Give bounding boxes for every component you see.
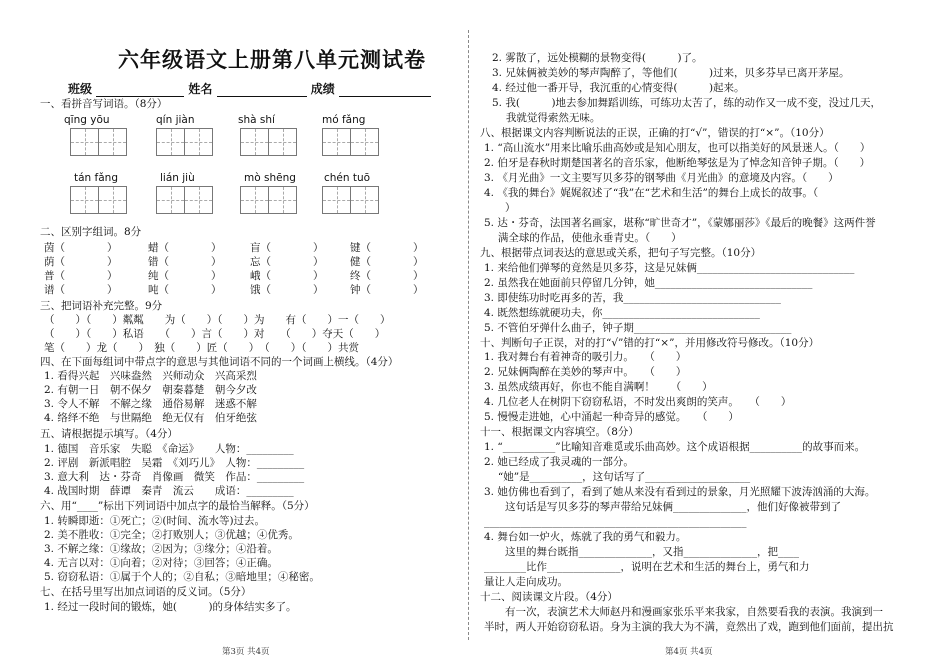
s10-item: 2. 兄妹俩陶醉在美妙的琴声中。 （ ） xyxy=(484,366,687,378)
char-group-item: 普（ ） xyxy=(44,270,118,282)
pinyin-6: lián jiù xyxy=(160,172,195,184)
section-4-heading: 四、在下面每组词中带点字的意思与其他词语不同的一个词画上横线。（4分） xyxy=(40,356,399,368)
s4-item-4: 4. 络绎不绝 与世隔绝 绝无仅有 伯牙绝弦 xyxy=(44,412,257,424)
s7-item: 3. 兄妹俩被美妙的琴声陶醉了，等他们( )过来，贝多芬早已离开茅屋。 xyxy=(492,67,850,79)
writing-grid-4[interactable] xyxy=(322,128,378,156)
idiom-row-3: 笔（ ）龙（ ） 独（ ）匠（ ） （ ）（ ）共赏 xyxy=(44,342,359,354)
section-5-heading: 五、请根据提示填写。（4分） xyxy=(40,428,178,440)
s9-item: 3. 即使练功时吃再多的苦，我______________________________ xyxy=(484,292,781,304)
s7-item: 2. 雾散了，远处模糊的景物变得( )了。 xyxy=(492,52,703,64)
section-7-heading: 七、在括号里写出加点词语的反义词。（5分） xyxy=(40,586,252,598)
writing-grid-2[interactable] xyxy=(156,128,212,156)
section-6-heading: 六、用“____”标出下列词语中加点字的最恰当解释。（5分） xyxy=(40,500,315,512)
s7-item: 5. 我( )地去参加舞蹈训练，可练功太苦了，练的动作又一成不变，没过几天， xyxy=(492,97,882,109)
section-2-heading: 二、区别字组词。8分 xyxy=(40,226,142,238)
idiom-row-1: （ ）（ ）粼粼 为（ ）（ ）为 有（ ）一（ ） xyxy=(44,314,391,326)
char-group-item: 荫（ ） xyxy=(44,256,118,268)
section-1-heading: 一、看拼音写词语。（8分） xyxy=(40,98,168,110)
s4-item-2: 2. 有朝一日 朝不保夕 朝秦暮楚 朝今夕改 xyxy=(44,384,257,396)
writing-grid-5[interactable] xyxy=(70,186,126,214)
s11-item: 3. 她仿佛也看到了，看到了她从来没有看到过的景象，月光照耀下波涛汹涌的大海。 xyxy=(484,486,876,498)
s7-item: 4. 经过他一番开导，我沉重的心情变得( )起来。 xyxy=(492,82,745,94)
student-info xyxy=(68,80,431,97)
page-footer-right: 第4页 共4页 xyxy=(665,647,713,657)
char-group-item: 健（ ） xyxy=(350,256,424,268)
section-11-heading: 十一、根据课文内容填空。（8分） xyxy=(480,426,639,438)
s11-item: 这里的舞台既指______________，又指______________，把____ xyxy=(484,546,799,558)
s11-item: “她”是__________，这句话写了____________________ xyxy=(484,471,751,483)
s11-item: 4. 舞台如一炉火，炼就了我的勇气和毅力。 xyxy=(484,531,687,543)
s11-item: 2. 她已经成了我灵魂的一部分。 xyxy=(484,456,634,468)
s7-item-1: 1. 经过一段时间的锻炼，她( )的身体结实多了。 xyxy=(44,601,297,613)
s12-paragraph-line: 半时，两人开始窃窃私语。身为主演的我大为不满，竟然出了戏，跑到他们面前，提出抗 xyxy=(484,621,894,633)
pinyin-4: mó fǎng xyxy=(322,114,366,126)
char-group-item: 峨（ ） xyxy=(250,270,324,282)
s12-paragraph-line: 有一次，表演艺术大师赵丹和漫画家张乐平来我家，自然要看我的表演。我演到一 xyxy=(484,606,883,618)
s6-item-4: 4. 无言以对：①向着；②对待；③回答；④正确。 xyxy=(44,557,278,569)
s9-item: 4. 既然想练就硬功夫，你______________________________ xyxy=(484,307,760,319)
s11-item: ________比作______________，说明在艺术和生活的舞台上，勇气和力 xyxy=(484,561,810,573)
s9-item: 1. 来给他们弹琴的竟然是贝多芬，这是兄妹俩______________________________ xyxy=(484,262,855,274)
writing-grid-6[interactable] xyxy=(156,186,212,214)
s10-item: 1. 我对舞台有着神奇的吸引力。 （ ） xyxy=(484,351,687,363)
char-group-item: 忘（ ） xyxy=(250,256,324,268)
s6-item-5: 5. 窃窃私语：①属于个人的；②自私；③暗地里；④秘密。 xyxy=(44,571,320,583)
pinyin-1: qīng yōu xyxy=(64,114,110,126)
score-field[interactable] xyxy=(339,84,431,97)
s6-item-1: 1. 转瞬即逝：①死亡；②(时间、流水等)过去。 xyxy=(44,515,266,527)
pinyin-8: chén tuō xyxy=(324,172,371,184)
s8-item: 1. “高山流水”用来比喻乐曲高妙或是知心朋友，也可以指美好的风景迷人。（ ） xyxy=(484,142,871,154)
section-9-heading: 九、根据带点词表达的意思或关系，把句子写完整。（10分） xyxy=(480,247,762,259)
char-group-item: 键（ ） xyxy=(350,242,424,254)
s8-item: 满全球的作品，使他永垂青史。（ ） xyxy=(484,232,682,244)
writing-grid-8[interactable] xyxy=(322,186,378,214)
page-divider xyxy=(468,30,470,640)
char-group-item: 终（ ） xyxy=(350,270,424,282)
char-group-item: 纯（ ） xyxy=(148,270,222,282)
s10-item: 3. 虽然成绩再好，你也不能自满啊！ （ ） xyxy=(484,381,713,393)
idiom-row-2: （ ）（ ）私语 （ ）言（ ）对 （ ）夺天（ ） xyxy=(44,328,386,340)
s6-item-3: 3. 不解之缘：①缘故；②因为；③缘分；④沿着。 xyxy=(44,543,278,555)
s9-item: 5. 不管伯牙弹什么曲子，钟子期______________________________ xyxy=(484,322,792,334)
s11-item: 量让人走向成功。 xyxy=(484,576,568,588)
writing-grid-7[interactable] xyxy=(240,186,296,214)
s8-item: 5. 达・芬奇，法国著名画家，堪称“旷世奇才”，《蒙娜丽莎》《最后的晚餐》这两件誉 xyxy=(484,217,876,229)
s11-item: 1. “__________”比喻知音难觅或乐曲高妙。这个成语根据__________的故事而来。 xyxy=(484,441,866,453)
writing-grid-1[interactable] xyxy=(70,128,126,156)
char-group-item: 错（ ） xyxy=(148,256,222,268)
pinyin-5: tán fǎng xyxy=(74,172,118,184)
section-12-heading: 十二、阅读课文片段。（4分） xyxy=(480,591,618,603)
s8-item: 3. 《月光曲》一文主要写贝多芬的钢琴曲《月光曲》的意境及内容。（ ） xyxy=(484,172,839,184)
section-3-heading: 三、把词语补充完整。9分 xyxy=(40,300,163,312)
name-field[interactable] xyxy=(217,84,307,97)
s5-item-4: 4. 战国时期 薛谭 秦青 流云 成语：_________ xyxy=(44,485,294,497)
s10-item: 4. 几位老人在树阴下窃窃私语，不时发出爽朗的笑声。 （ ） xyxy=(484,396,792,408)
s7-item: 我就觉得索然无味。 xyxy=(492,112,601,124)
s8-item: 2. 伯牙是春秋时期楚国著名的音乐家，他断绝琴弦是为了悼念知音钟子期。（ ） xyxy=(484,157,871,169)
section-10-heading: 十、判断句子正误，对的打“√”错的打“×”，并用修改符号修改。（10分） xyxy=(480,337,820,349)
name-label: 姓名 xyxy=(188,82,213,96)
s8-item: ） xyxy=(484,202,516,214)
class-label: 班级 xyxy=(68,82,93,96)
char-group-item: 饿（ ） xyxy=(250,284,324,296)
char-group-item: 谱（ ） xyxy=(44,284,118,296)
char-group-item: 钟（ ） xyxy=(350,284,424,296)
s10-item: 5. 慢慢走进她，心中涌起一种奇异的感觉。 （ ） xyxy=(484,411,739,423)
s5-item-3: 3. 意大利 达・芬奇 肖像画 微笑 作品：_________ xyxy=(44,471,305,483)
s8-item: 4. 《我的舞台》娓娓叙述了“我”在“艺术和生活”的舞台上成长的故事。（ xyxy=(484,187,819,199)
page-footer-left: 第3页 共4页 xyxy=(222,647,270,657)
s4-item-1: 1. 看得兴起 兴味盎然 兴师动众 兴高采烈 xyxy=(44,370,257,382)
char-group-item: 盲（ ） xyxy=(250,242,324,254)
page-title: 六年级语文上册第八单元测试卷 xyxy=(118,48,426,72)
s11-item: __________________________________________________ xyxy=(484,516,747,528)
score-label: 成绩 xyxy=(310,82,335,96)
class-field[interactable] xyxy=(96,84,184,97)
char-group-item: 蜡（ ） xyxy=(148,242,222,254)
s6-item-2: 2. 美不胜收：①完全；②打败别人；③优越；④优秀。 xyxy=(44,529,299,541)
pinyin-2: qín jiàn xyxy=(156,114,195,126)
s4-item-3: 3. 令人不解 不解之缘 通俗易解 迷惑不解 xyxy=(44,398,257,410)
pinyin-7: mò shēng xyxy=(244,172,296,184)
pinyin-3: shà shí xyxy=(238,114,275,126)
char-group-item: 吨（ ） xyxy=(148,284,222,296)
section-8-heading: 八、根据课文内容判断说法的正误，正确的打“√”，错误的打“×”。（10分） xyxy=(480,127,830,139)
s5-item-1: 1. 德国 音乐家 失聪 《命运》 人物：_________ xyxy=(44,443,294,455)
char-group-item: 茵（ ） xyxy=(44,242,118,254)
s5-item-2: 2. 评剧 新派唱腔 吴霜 《刘巧儿》 人物：_________ xyxy=(44,457,305,469)
writing-grid-3[interactable] xyxy=(240,128,296,156)
s9-item: 2. 虽然我在她面前只停留几分钟，她______________________________ xyxy=(484,277,813,289)
s11-item: 这句话是写贝多芬的琴声带给兄妹俩______________，他们好像被带到了 xyxy=(484,501,841,513)
